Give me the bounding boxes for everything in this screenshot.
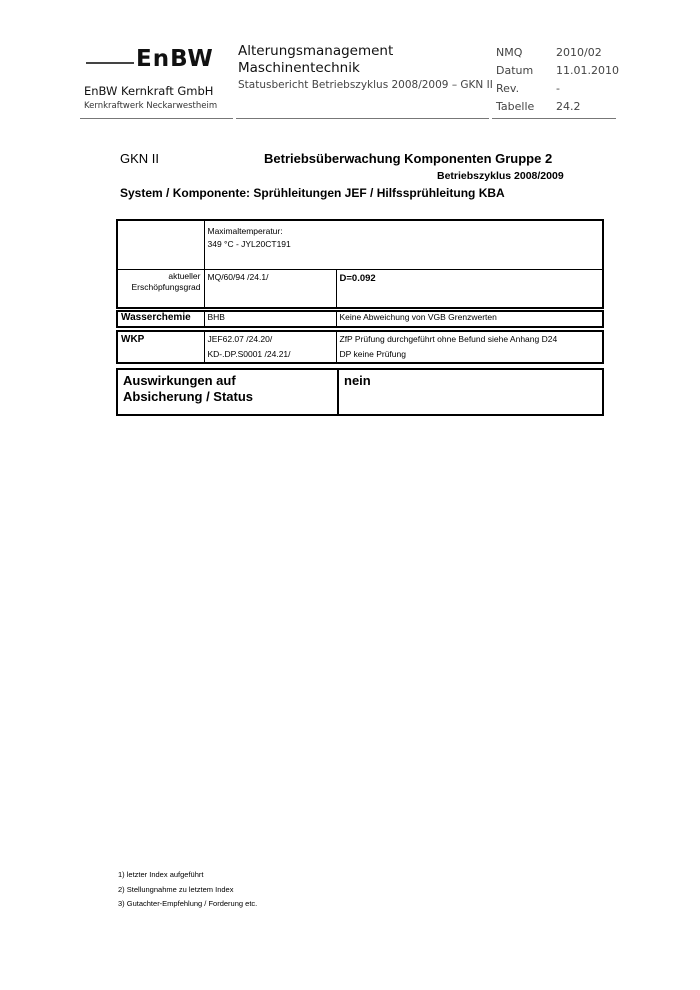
exhaustion-label-cell [118,269,204,307]
water-chemistry-label: Wasserchemie [118,312,204,326]
meta-value: - [556,82,560,95]
meta-key: Rev. [496,82,520,95]
meta-value: 11.01.2010 [556,64,619,77]
meta-key: Tabelle [496,100,535,113]
exhaustion-table [116,219,604,309]
impact-table [116,368,604,416]
mq-ref-cell: MQ/60/94 /24.1/ [204,269,336,307]
logo-line [86,62,134,64]
exhaustion-label-1: aktueller [168,271,201,281]
enbw-logo: EnBW [136,46,214,72]
max-temp-cell [204,221,602,269]
meta-value: 24.2 [556,100,581,113]
impact-label-line1: Auswirkungen auf [123,373,236,388]
header-rule-left [80,118,233,119]
wkp-ref-1: JEF62.07 /24.20/ [207,334,273,344]
meta-row-nmq [496,44,626,62]
company-name: EnBW Kernkraft GmbH [84,84,214,98]
meta-row-tabelle [496,98,626,116]
impact-label [118,370,338,414]
exhaustion-label-2: Erschöpfungsgrad [131,282,201,292]
meta-row-rev [496,80,626,98]
plant-label: GKN II [120,151,160,166]
footnote-3: 3) Gutachter-Empfehlung / Forderung etc. [118,899,258,908]
wkp-refs [204,332,336,362]
header-title-line1: Alterungsmanagement [238,43,394,59]
header-subtitle: Statusbericht Betriebszyklus 2008/2009 – GKN II [238,79,493,91]
footnote-1: 1) letzter Index aufgeführt [118,870,204,879]
meta-key: Datum [496,64,534,77]
header-title [238,43,393,77]
site-name: Kernkraftwerk Neckarwestheim [84,101,218,111]
footnote-2: 2) Stellungnahme zu letztem Index [118,885,234,894]
header-rule-mid [236,118,489,119]
header-meta [496,44,626,116]
wkp-text-1: ZfP Prüfung durchgeführt ohne Befund siehe Anhang D24 [339,334,558,344]
water-text: Keine Abweichung von VGB Grenzwerten [339,312,497,322]
header-rule-right [492,118,616,119]
wkp-table [116,330,604,364]
header-title-line2: Maschinentechnik [238,60,360,76]
d-value-cell: D=0.092 [336,269,602,307]
wkp-texts [336,332,602,362]
wkp-label: WKP [118,332,204,362]
impact-label-line2: Absicherung / Status [123,389,254,404]
report-title: Betriebsüberwachung Komponenten Gruppe 2 [264,151,553,166]
water-ref: BHB [204,312,336,326]
cycle-label: Betriebszyklus 2008/2009 [437,170,564,182]
system-label: System / Komponente: Sprühleitungen JEF / Hilfssprühleitung KBA [120,186,505,200]
meta-row-datum [496,62,626,80]
wkp-ref-2: KD-.DP.S0001 /24.21/ [207,349,291,359]
empty-cell [118,221,204,269]
meta-value: 2010/02 [556,46,602,59]
water-chemistry-table [116,310,604,328]
impact-value: nein [344,373,371,388]
meta-key: NMQ [496,46,523,59]
wkp-text-2: DP keine Prüfung [339,349,406,359]
max-temp-value: 349 °C - JYL20CT191 [207,239,291,249]
max-temp-label: Maximaltemperatur: [207,226,283,236]
